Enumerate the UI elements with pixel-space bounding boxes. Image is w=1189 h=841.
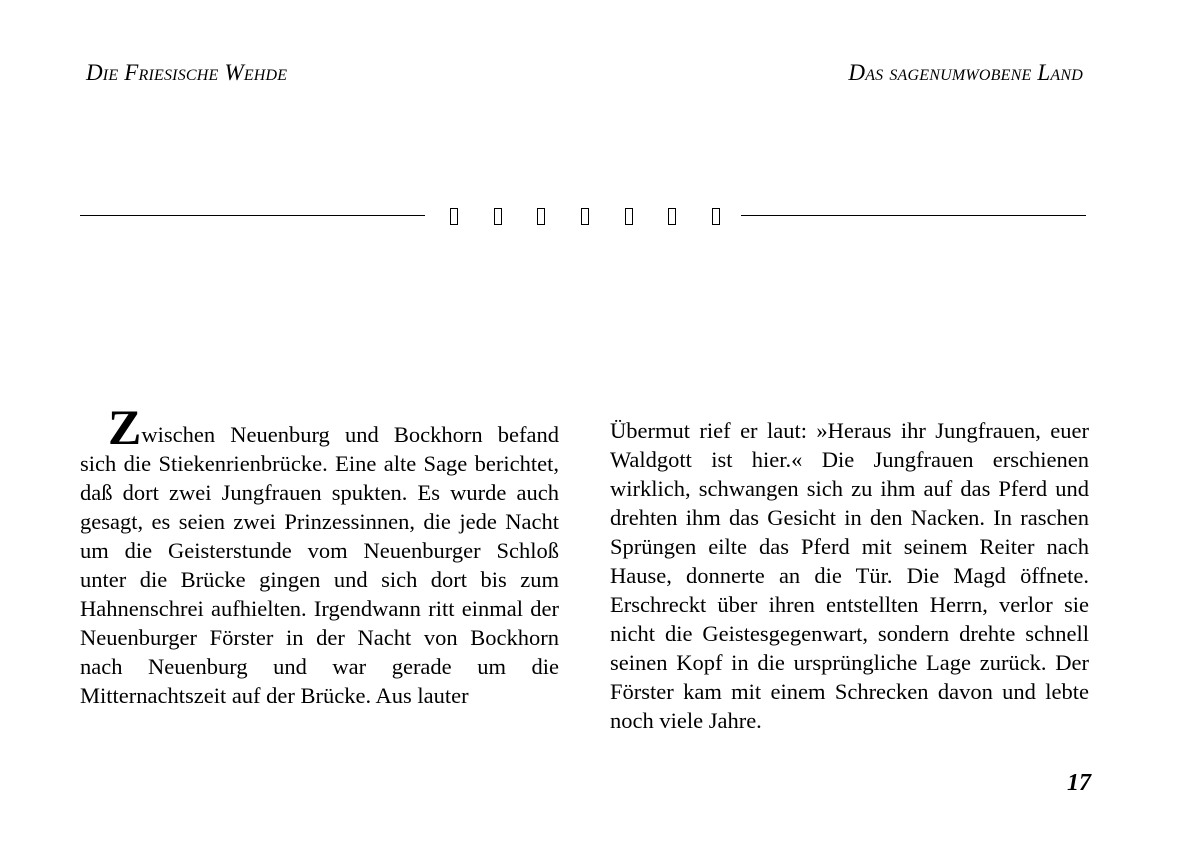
drop-cap: Z	[108, 399, 142, 455]
box-glyph-icon	[668, 208, 676, 225]
text-column-left	[80, 399, 559, 710]
right-column-text: Übermut rief er laut: »Heraus ihr Jungfrauen, euer Waldgott ist hier.« Die Jungfrauen erschienen wirklich, schwangen sich zu ihm auf das Pferd und drehten ihm das Gesicht in den Nacken. In raschen Sprüngen eilte das Pferd mit seinem Reiter nach Hause, donnerte an die Tür. Die Magd öffnete. Erschreckt über ihren entstellten Herrn, verlor sie nicht die Geistesgegenwart, sondern drehte schnell seinen Kopf in die ursprüngliche Lage zurück. Der Förster kam mit einem Schrecken davon und lebte noch viele Jahre.	[610, 418, 1089, 733]
box-glyph-icon	[625, 208, 633, 225]
running-head-right: Das sagenumwobene Land	[848, 60, 1083, 85]
divider-rule-right	[741, 215, 1086, 216]
box-glyph-icon	[712, 208, 720, 225]
ornament-boxes	[450, 203, 720, 229]
running-head-left: Die Friesische Wehde	[86, 60, 288, 85]
box-glyph-icon	[494, 208, 502, 225]
box-glyph-icon	[581, 208, 589, 225]
divider-rule-left	[80, 215, 425, 216]
text-column-right	[610, 416, 1089, 735]
box-glyph-icon	[450, 208, 458, 225]
ornament-divider	[80, 203, 1086, 229]
box-glyph-icon	[537, 208, 545, 225]
page-number: 17	[1067, 770, 1091, 796]
left-column-text: wischen Neuenburg und Bockhorn befand sich die Stiekenrienbrücke. Eine alte Sage berichtet, daß dort zwei Jungfrauen spukten. Es wurde auch gesagt, es seien zwei Prinzessinnen, die jede Nacht um die Geisterstunde vom Neuenburger Schloß unter die Brücke gingen und sich dort bis zum Hahnenschrei aufhielten. Irgendwann ritt einmal der Neuenburger Förster in der Nacht von Bockhorn nach Neuenburg und war gerade um die Mitternachtszeit auf der Brücke. Aus lauter	[80, 422, 559, 708]
